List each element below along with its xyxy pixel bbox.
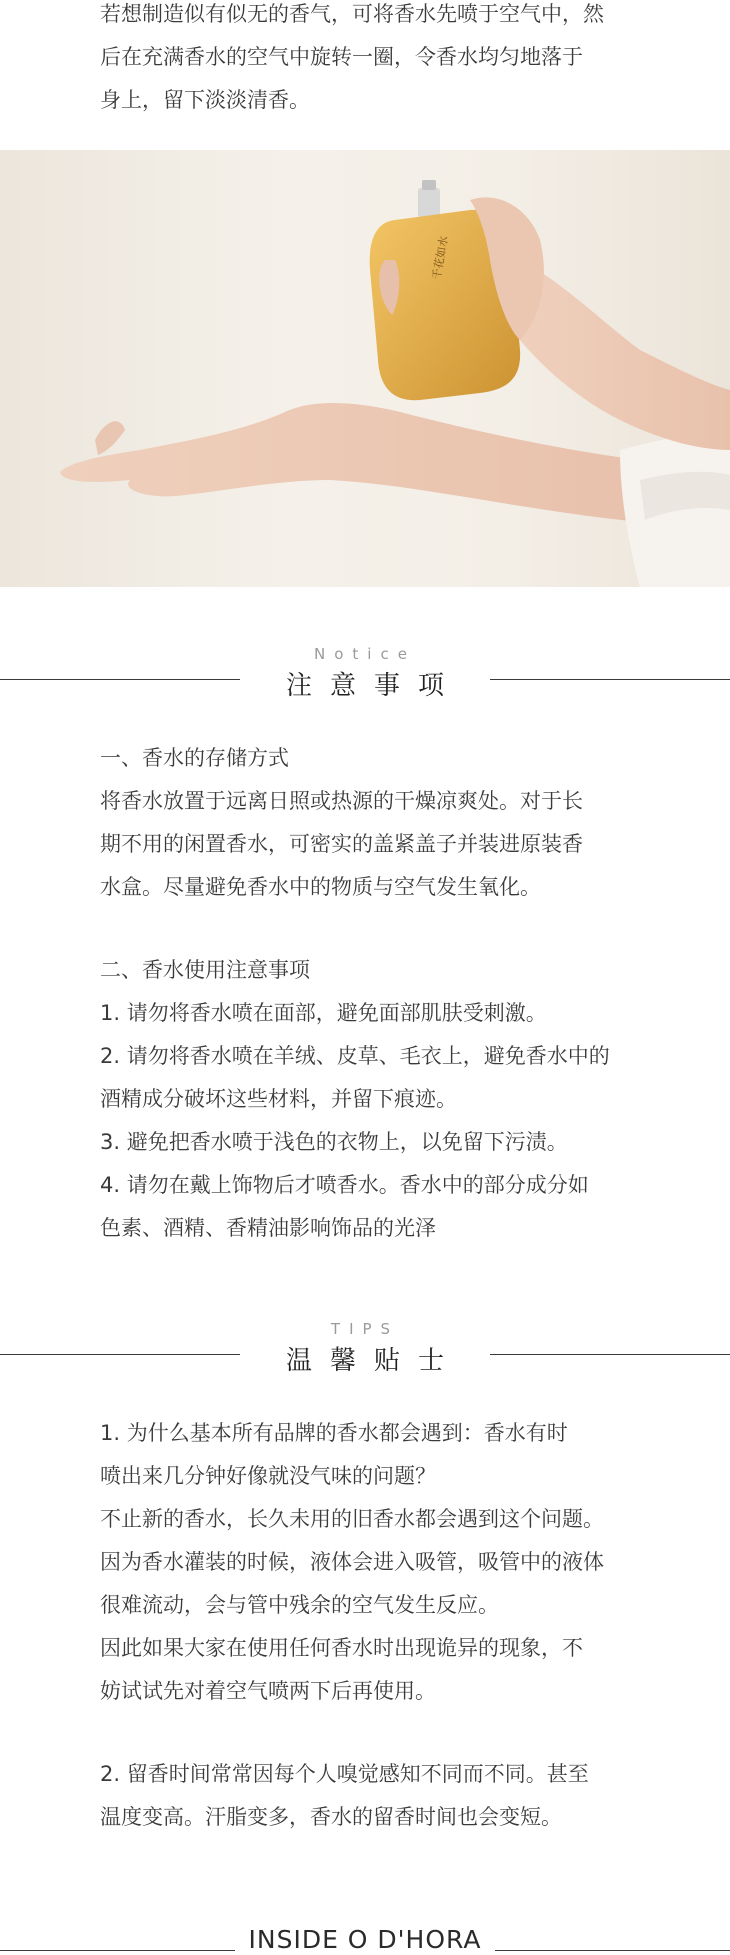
usage-heading: 二、香水使用注意事项: [100, 958, 310, 982]
tips-section-header: [0, 1320, 730, 1390]
usage-line: 2. 请勿将香水喷在羊绒、皮草、毛衣上，避免香水中的: [100, 1044, 610, 1068]
tip-line: 喷出来几分钟好像就没气味的问题？: [100, 1464, 436, 1488]
perfume-photo: [0, 150, 730, 587]
notice-title: 注意事项: [285, 671, 462, 701]
tip-line: 很难流动，会与管中残余的空气发生反应。: [100, 1593, 499, 1617]
tips-subtitle: TIPS: [330, 1320, 400, 1338]
divider-line: [490, 679, 730, 680]
storage-line: 将香水放置于远离日照或热源的干燥凉爽处。对于长: [100, 789, 583, 813]
usage-line: 4. 请勿在戴上饰物后才喷香水。香水中的部分成分如: [100, 1173, 589, 1197]
tip-line: 因为香水灌装的时候，液体会进入吸管，吸管中的液体: [100, 1550, 604, 1574]
usage-line: 1. 请勿将香水喷在面部，避免面部肌肤受刺激。: [100, 1001, 547, 1025]
tip-line: 妨试试先对着空气喷两下后再使用。: [100, 1679, 436, 1703]
bottle-cap: [418, 188, 440, 218]
tips-title: 温馨贴士: [285, 1346, 462, 1376]
intro-paragraph: [100, 0, 640, 122]
intro-line: 若想制造似有似无的香气，可将香水先喷于空气中，然: [100, 2, 604, 26]
usage-line: 3. 避免把香水喷于浅色的衣物上，以免留下污渍。: [100, 1130, 568, 1154]
divider-line: [0, 679, 240, 680]
storage-heading: 一、香水的存储方式: [100, 746, 289, 770]
divider-line: [490, 1354, 730, 1355]
notice-section-header: [0, 645, 730, 715]
tip-line: 不止新的香水，长久未用的旧香水都会遇到这个问题。: [100, 1507, 604, 1531]
bottle-label: 千花如水: [430, 234, 451, 281]
intro-line: 后在充满香水的空气中旋转一圈，令香水均匀地落于: [100, 45, 583, 69]
tip-line: 1. 为什么基本所有品牌的香水都会遇到：香水有时: [100, 1421, 568, 1445]
intro-line: 身上，留下淡淡清香。: [100, 88, 310, 112]
tip-line: 温度变高。汗脂变多，香水的留香时间也会变短。: [100, 1805, 562, 1829]
tips-body: [100, 1412, 640, 1839]
notice-body: [100, 737, 640, 1250]
tip-line: 2. 留香时间常常因每个人嗅觉感知不同而不同。甚至: [100, 1762, 589, 1786]
divider-line: [0, 1354, 240, 1355]
tip-line: 因此如果大家在使用任何香水时出现诡异的现象，不: [100, 1636, 583, 1660]
storage-line: 水盒。尽量避免香水中的物质与空气发生氧化。: [100, 875, 541, 899]
usage-line: 酒精成分破坏这些材料，并留下痕迹。: [100, 1087, 457, 1111]
storage-line: 期不用的闲置香水，可密实的盖紧盖子并装进原装香: [100, 832, 583, 856]
footer-brand-title: INSIDE O D'HORA: [248, 1925, 482, 1954]
divider-line: [495, 1950, 730, 1951]
perfume-illustration: [0, 150, 730, 587]
notice-subtitle: Notice: [314, 645, 416, 663]
usage-line: 色素、酒精、香精油影响饰品的光泽: [100, 1216, 436, 1240]
divider-line: [0, 1950, 235, 1951]
